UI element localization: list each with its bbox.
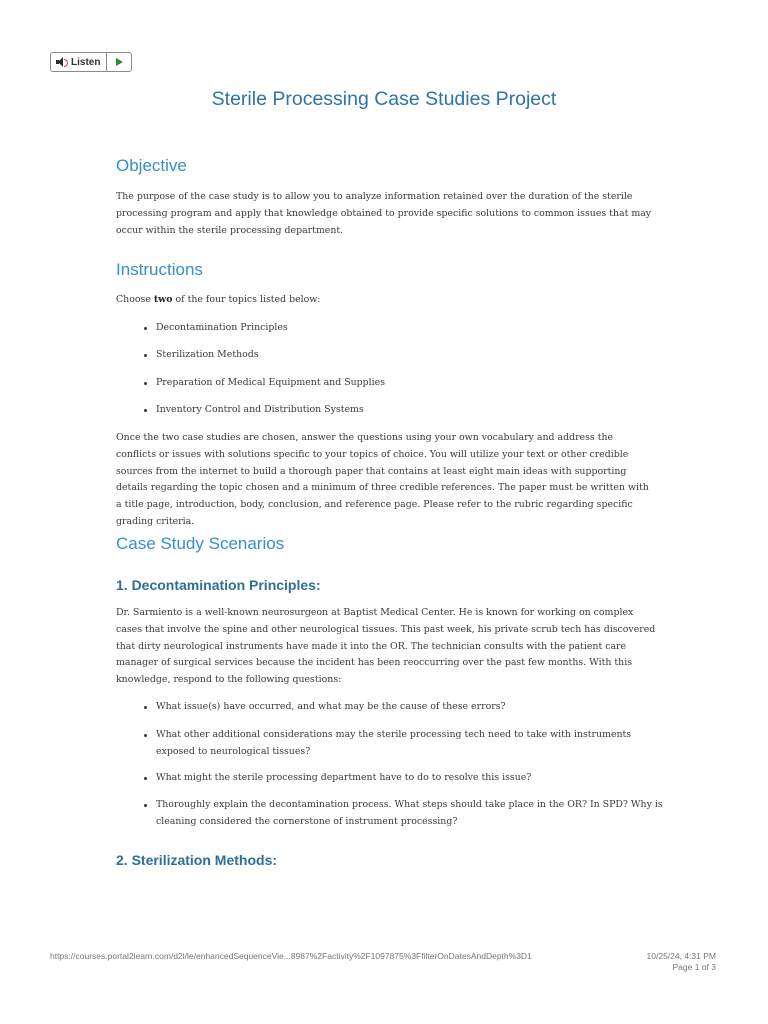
list-item: Thoroughly explain the decontamination process. What steps should take place in the OR? In SPD? Why is cleaning considered the cornerstone of instrument processing?	[144, 797, 666, 831]
list-item: Decontamination Principles	[144, 320, 666, 337]
scenario-2-heading: 2. Sterilization Methods:	[116, 852, 278, 868]
listen-toolbar	[50, 52, 132, 72]
page-title: Sterile Processing Case Studies Project	[211, 88, 557, 110]
instructions-heading: Instructions	[116, 260, 203, 279]
choose-instruction: Choose two of the four topics listed below:	[116, 294, 321, 305]
footer-page: Page 1 of 3	[672, 962, 716, 972]
list-item: Sterilization Methods	[144, 347, 666, 364]
play-icon	[116, 58, 123, 66]
list-item: Preparation of Medical Equipment and Supplies	[144, 375, 666, 392]
objective-heading: Objective	[116, 156, 187, 175]
speaker-icon	[56, 57, 68, 67]
scenario-1-heading: 1. Decontamination Principles:	[116, 577, 321, 593]
play-button[interactable]	[107, 53, 131, 71]
footer-datetime: 10/25/24, 4:31 PM	[646, 951, 716, 961]
instructions-details: Once the two case studies are chosen, answer the questions using your own vocabulary and address the conflicts or issues with solutions specific to your topics of choice. You will utilize your text or other credible sources from the internet to build a thorough paper that contains at least eight main ideas with supporting details regarding the topic chosen and a minimum of three credible references. The paper must be written with a title page, introduction, body, conclusion, and reference page. Please refer to the rubric regarding specific grading criteria.	[116, 432, 649, 527]
choose-emphasis: two	[153, 294, 173, 305]
objective-text: The purpose of the case study is to allow you to analyze information retained over the duration of the sterile processing program and apply that knowledge obtained to provide specific solutions to common issues that may occur within the sterile processing department.	[116, 191, 652, 236]
list-item: What issue(s) have occurred, and what may be the cause of these errors?	[144, 699, 666, 716]
listen-button[interactable]	[51, 53, 107, 71]
footer-meta	[647, 951, 716, 973]
list-item: Inventory Control and Distribution Systems	[144, 402, 666, 419]
list-item: What might the sterile processing department have to do to resolve this issue?	[144, 770, 666, 787]
scenarios-heading: Case Study Scenarios	[116, 534, 285, 553]
scenario-1-text: Dr. Sarmiento is a well-known neurosurgeon at Baptist Medical Center. He is known for working on complex cases that involve the spine and other neurological tissues. This past week, his private scrub tech has discovered that dirty neurological instruments have made it into the OR. The technician consults with the patient care manager of surgical services because the incident has been reoccurring over the past few months. With this knowledge, respond to the following questions:	[116, 607, 656, 686]
footer-url: https://courses.portal2learn.com/d2l/le/enhancedSequenceVie...8987%2Factivity%2F1097875%3FfilterOnDatesAndDepth%3D1	[50, 951, 532, 961]
listen-label: Listen	[71, 56, 101, 68]
list-item: What other additional considerations may the sterile processing tech need to take with instruments exposed to neurological tissues?	[144, 727, 666, 761]
